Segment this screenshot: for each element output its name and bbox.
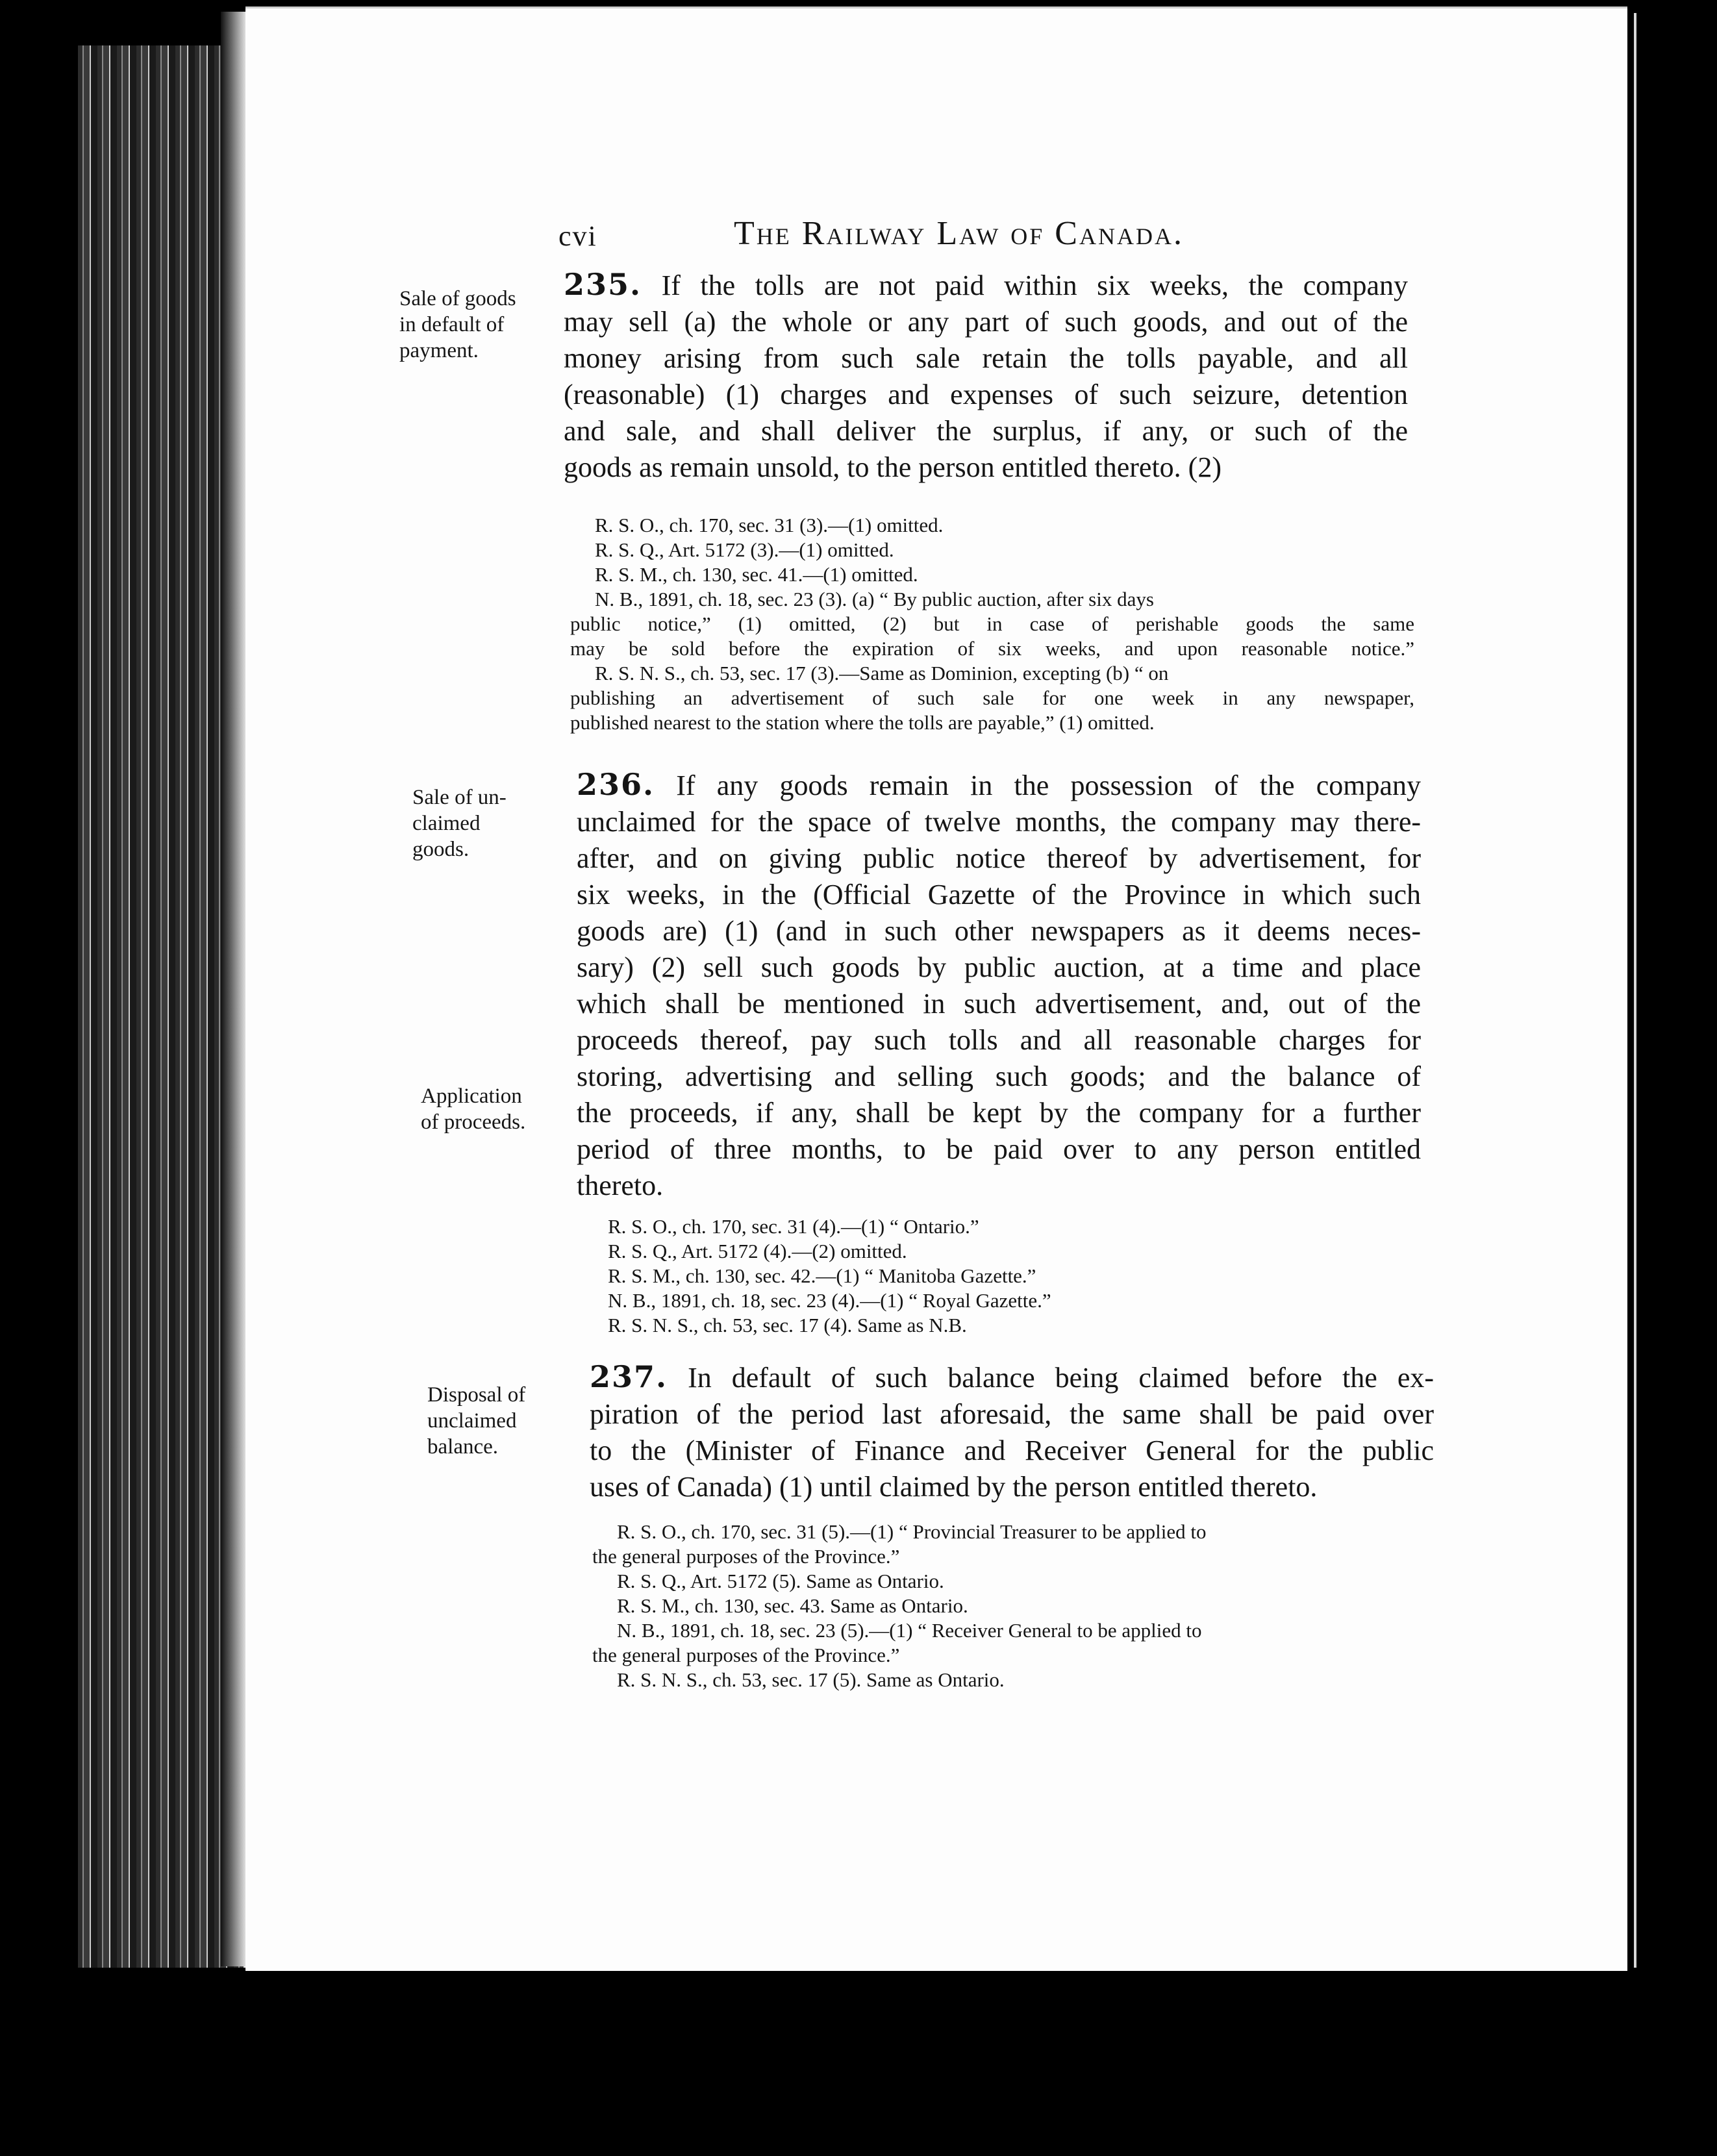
section-line: thereto. [577, 1170, 664, 1201]
facing-page-edge [1634, 13, 1636, 1968]
reference-line: R. S. O., ch. 170, sec. 31 (5).—(1) “ Provincial Treasurer to be applied to [617, 1520, 1207, 1543]
section-237 [590, 1359, 1434, 1505]
scan-border [1627, 0, 1717, 2156]
section-line: 237. In default of such balance being claimed before the ex- [590, 1359, 1435, 1394]
reference-line: R. S. N. S., ch. 53, sec. 17 (5). Same as Ontario. [617, 1668, 1005, 1691]
section-line: period of three months, to be paid over to any person entitled [577, 1133, 1421, 1165]
running-header [558, 214, 1286, 260]
section-line: goods as remain unsold, to the person entitled thereto. (2) [564, 451, 1222, 483]
section-number: 236. [577, 767, 655, 802]
section-line: piration of the period last aforesaid, the same shall be paid over [590, 1398, 1434, 1430]
section-line: proceeds thereof, pay such tolls and all reasonable charges for [577, 1024, 1421, 1056]
margin-note-236: Sale of un- claimed goods. [412, 786, 507, 861]
reference-line: the general purposes of the Province.” [592, 1545, 900, 1568]
reference-line: R. S. M., ch. 130, sec. 42.—(1) “ Manitoba Gazette.” [608, 1264, 1036, 1287]
section-235 [564, 266, 1408, 486]
running-title: The Railway Law of Canada. [734, 215, 1184, 252]
section-line: may sell (a) the whole or any part of such goods, and out of the [564, 306, 1408, 338]
reference-line: N. B., 1891, ch. 18, sec. 23 (4).—(1) “ Royal Gazette.” [608, 1289, 1051, 1312]
section-line: sary) (2) sell such goods by public auction, at a time and place [577, 951, 1421, 983]
reference-line: R. S. Q., Art. 5172 (4).—(2) omitted. [608, 1240, 907, 1262]
section-line: to the (Minister of Finance and Receiver General for the public [590, 1435, 1434, 1466]
margin-note-235: Sale of goods in default of payment. [399, 287, 516, 362]
section-line: unclaimed for the space of twelve months, the company may there- [577, 806, 1421, 838]
section-line: and sale, and shall deliver the surplus, if any, or such of the [564, 415, 1408, 447]
section-236 [577, 766, 1421, 1204]
references-237 [592, 1520, 1436, 1692]
section-line: (reasonable) (1) charges and expenses of such seizure, detention [564, 379, 1408, 410]
section-line: 236. If any goods remain in the possession of the company [577, 767, 1422, 802]
margin-note-application: Application of proceeds. [421, 1084, 526, 1134]
section-line: which shall be mentioned in such advertisement, and, out of the [577, 988, 1421, 1020]
references-235 [570, 513, 1414, 735]
section-line: after, and on giving public notice thereof by advertisement, for [577, 842, 1421, 874]
section-line: the proceeds, if any, shall be kept by the company for a further [577, 1097, 1421, 1129]
reference-line: R. S. M., ch. 130, sec. 43. Same as Ontario. [617, 1594, 968, 1617]
section-number: 235. [564, 267, 642, 302]
reference-line: published nearest to the station where the tolls are payable,” (1) omitted. [570, 711, 1155, 734]
margin-note-237: Disposal of unclaimed balance. [427, 1383, 526, 1459]
section-line: uses of Canada) (1) until claimed by the person entitled thereto. [590, 1471, 1318, 1503]
references-236 [583, 1214, 1427, 1338]
reference-line: R. S. O., ch. 170, sec. 31 (3).—(1) omitted. [595, 514, 944, 536]
reference-line: publishing an advertisement of such sale for one week in any newspaper, [570, 686, 1414, 709]
reference-line: public notice,” (1) omitted, (2) but in case of perishable goods the same [570, 612, 1414, 635]
section-line: six weeks, in the (Official Gazette of the Province in which such [577, 879, 1421, 910]
reference-line: R. S. M., ch. 130, sec. 41.—(1) omitted. [595, 563, 918, 586]
reference-line: may be sold before the expiration of six weeks, and upon reasonable notice.” [570, 637, 1414, 660]
gutter-shadow [221, 12, 247, 1966]
section-line: money arising from such sale retain the tolls payable, and all [564, 342, 1408, 374]
section-number: 237. [590, 1359, 668, 1394]
reference-line: R. S. Q., Art. 5172 (5). Same as Ontario. [617, 1570, 944, 1592]
reference-line: N. B., 1891, ch. 18, sec. 23 (3). (a) “ By public auction, after six days [595, 588, 1154, 610]
reference-line: R. S. Q., Art. 5172 (3).—(1) omitted. [595, 538, 894, 561]
section-line: 235. If the tolls are not paid within six weeks, the company [564, 267, 1408, 302]
reference-line: R. S. N. S., ch. 53, sec. 17 (4). Same as N.B. [608, 1314, 967, 1336]
reference-line: the general purposes of the Province.” [592, 1644, 900, 1666]
reference-line: R. S. O., ch. 170, sec. 31 (4).—(1) “ Ontario.” [608, 1215, 979, 1238]
section-line: goods are) (1) (and in such other newspapers as it deems neces- [577, 915, 1421, 947]
reference-line: N. B., 1891, ch. 18, sec. 23 (5).—(1) “ Receiver General to be applied to [617, 1619, 1202, 1642]
reference-line: R. S. N. S., ch. 53, sec. 17 (3).—Same as Dominion, excepting (b) “ on [595, 662, 1169, 684]
section-line: storing, advertising and selling such goods; and the balance of [577, 1060, 1421, 1092]
page-folio: cvi [558, 220, 597, 252]
